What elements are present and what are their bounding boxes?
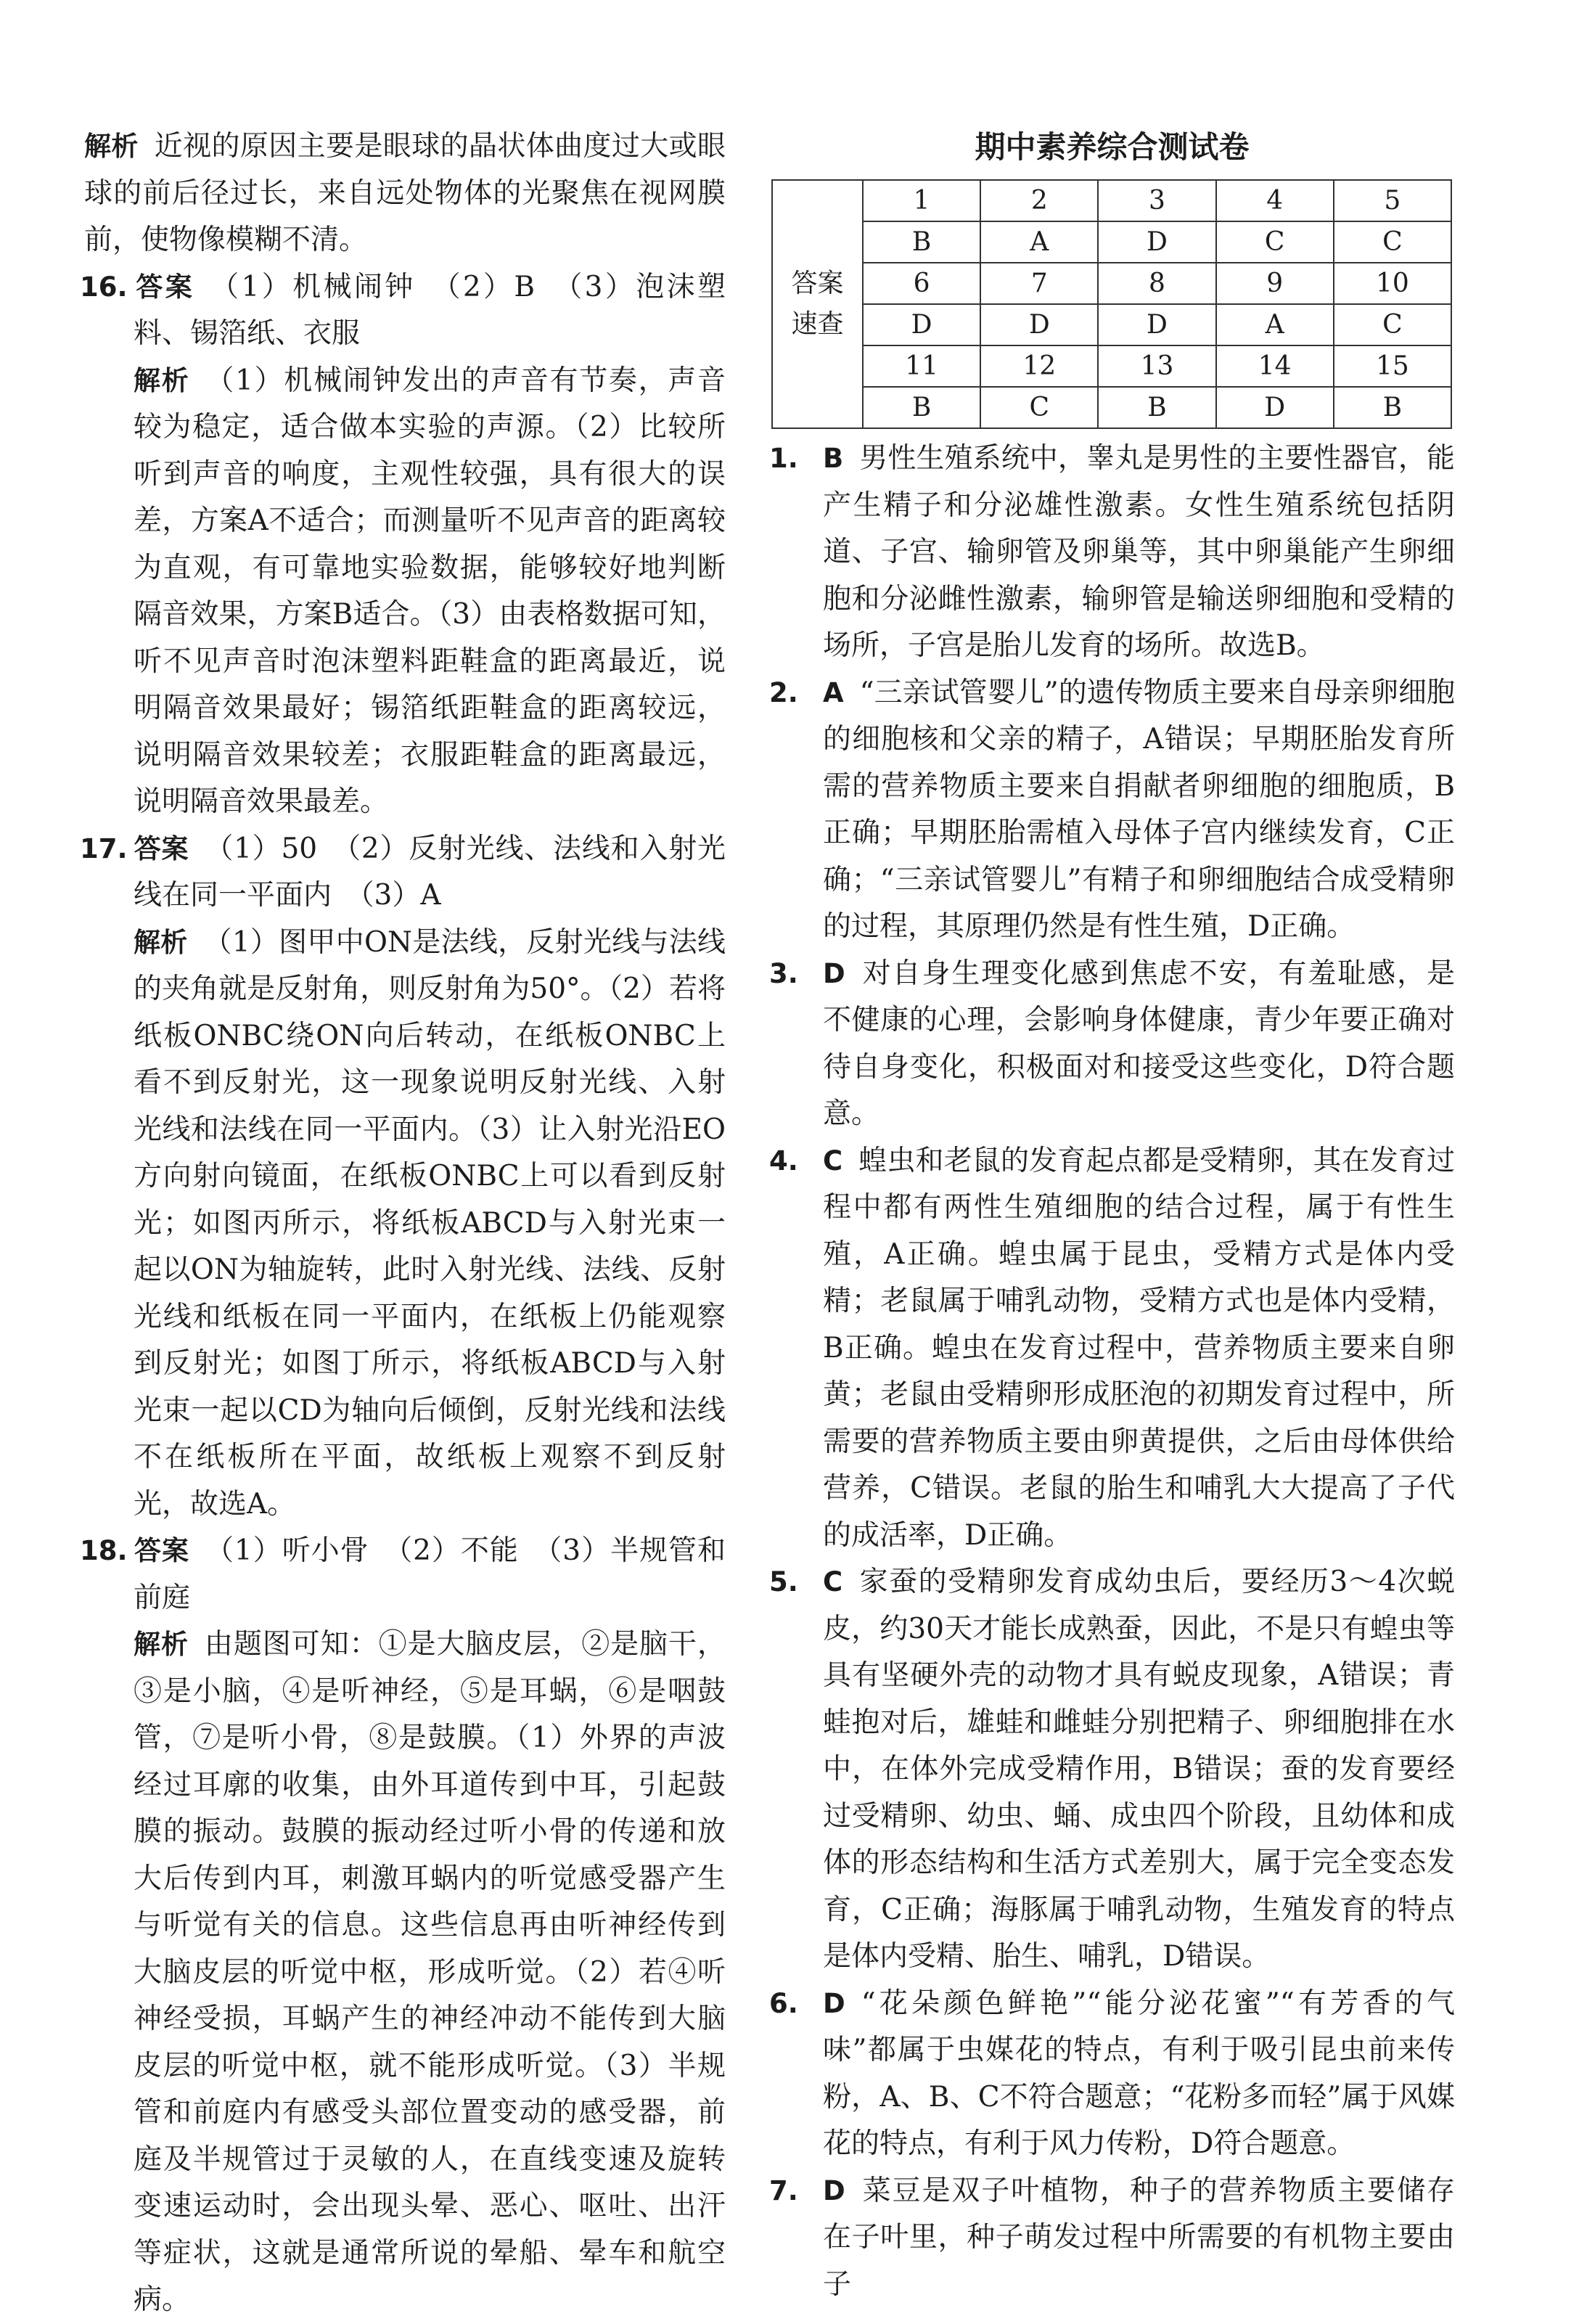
answer-label: 答案 xyxy=(134,1535,189,1566)
answer-text: （1）机械闹钟 （2）B （3）泡沫塑料、锡箔纸、衣服 xyxy=(134,270,726,350)
explanation-label: 解析 xyxy=(134,926,188,958)
explanation-label: 解析 xyxy=(84,131,139,162)
table-cell: 8 xyxy=(1098,263,1215,304)
q16-answer xyxy=(80,264,726,358)
item-4 xyxy=(769,1138,1455,1560)
item-6 xyxy=(769,1981,1455,2168)
table-cell: 1 xyxy=(863,180,980,221)
table-cell: C xyxy=(980,387,1098,428)
table-cell: 11 xyxy=(863,345,980,387)
item-text: 蝗虫和老鼠的发育起点都是受精卵，其在发育过程中都有两性生殖细胞的结合过程，属于有性生殖，A正确。蝗虫属于昆虫，受精方式是体内受精；老鼠属于哺乳动物，受精方式也是体内受精，B正确。蝗虫在发育过程中，营养物质主要来自卵黄；老鼠由受精卵形成胚泡的初期发育过程中，所需要的营养物质主要由卵黄提供，之后由母体供给营养，C错误。老鼠的胎生和哺乳大大提高了子代的成活率，D正确。 xyxy=(823,1144,1455,1552)
table-cell: 6 xyxy=(863,263,980,304)
item-5 xyxy=(769,1559,1455,1981)
table-cell: 12 xyxy=(980,345,1098,387)
right-column xyxy=(769,435,1455,2308)
item-2 xyxy=(769,670,1455,951)
item-text: 男性生殖系统中，睾丸是男性的主要性器官，能产生精子和分泌雄性激素。女性生殖系统包括阴道、子宫、输卵管及卵巢等，其中卵巢能产生卵细胞和分泌雌性激素，输卵管是输送卵细胞和受精的场所，子宫是胎儿发育的场所。故选B。 xyxy=(823,442,1455,662)
answer-label: 答案 xyxy=(134,832,189,864)
table-cell: B xyxy=(863,387,980,428)
table-row xyxy=(772,387,1451,428)
table-cell: D xyxy=(1098,304,1215,345)
table-cell: 2 xyxy=(980,180,1098,221)
table-cell: C xyxy=(1334,221,1451,263)
table-cell: A xyxy=(1216,304,1334,345)
explanation-text: （1）图甲中ON是法线，反射光线与法线的夹角就是反射角，则反射角为50°。（2）若将纸板ONBC绕ON向后转动，在纸板ONBC上看不到反射光，这一现象说明反射光线、入射光线和法线在同一平面内。（3）让入射光沿EO方向射向镜面，在纸板ONBC上可以看到反射光；如图丙所示，将纸板ABCD与入射光束一起以ON为轴旋转，此时入射光线、法线、反射光线和纸板在同一平面内，在纸板上仍能观察到反射光；如图丁所示，将纸板ABCD与入射光束一起以CD为轴向后倾倒，反射光线和法线不在纸板所在平面，故纸板上观察不到反射光，故选A。 xyxy=(134,925,726,1521)
question-number: 18. xyxy=(80,1535,128,1566)
explanation-label: 解析 xyxy=(134,1629,189,1660)
item-number: 2. xyxy=(769,676,798,708)
explanation-text: 近视的原因主要是眼球的晶状体曲度过大或眼球的前后径过长，来自远处物体的光聚焦在视网膜前，使物像模糊不清。 xyxy=(84,130,726,256)
table-cell: A xyxy=(980,221,1098,263)
table-cell: D xyxy=(980,304,1098,345)
item-7 xyxy=(769,2168,1455,2309)
item-number: 3. xyxy=(769,957,798,989)
table-header-cell xyxy=(772,180,863,428)
table-row xyxy=(772,180,1451,221)
item-text: 家蚕的受精卵发育成幼虫后，要经历3～4次蜕皮，约30天才能长成熟蚕，因此，不是只有蝗虫等具有坚硬外壳的动物才具有蜕皮现象，A错误；青蛙抱对后，雄蛙和雌蛙分别把精子、卵细胞排在水中，在体外完成受精作用，B错误；蚕的发育要经过受精卵、幼虫、蛹、成虫四个阶段，且幼体和成体的形态结构和生活方式差别大，属于完全变态发育，C正确；海豚属于哺乳动物，生殖发育的特点是体内受精、胎生、哺乳，D错误。 xyxy=(823,1566,1455,1973)
item-number: 6. xyxy=(769,1987,798,2019)
section-title: 期中素养综合测试卷 xyxy=(975,129,1250,165)
table-label-line-1: 答案 xyxy=(791,269,844,298)
table-row xyxy=(772,263,1451,304)
table-cell: D xyxy=(1216,387,1334,428)
table-cell: B xyxy=(863,221,980,263)
item-answer: A xyxy=(823,676,844,708)
q17-explanation xyxy=(80,920,726,1529)
table-cell: 15 xyxy=(1334,345,1451,387)
item-answer: B xyxy=(823,443,844,474)
item-answer: D xyxy=(823,957,845,989)
table-cell: 5 xyxy=(1334,180,1451,221)
table-row xyxy=(772,221,1451,263)
table-cell: D xyxy=(1098,221,1215,263)
table-cell: 7 xyxy=(980,263,1098,304)
explanation-text: 由题图可知：①是大脑皮层，②是脑干，③是小脑，④是听神经，⑤是耳蜗，⑥是咽鼓管，⑦是听小骨，⑧是鼓膜。（1）外界的声波经过耳廓的收集，由外耳道传到中耳，引起鼓膜的振动。鼓膜的振动经过听小骨的传递和放大后传到内耳，刺激耳蜗内的听觉感受器产生与听觉有关的信息。这些信息再由听神经传到大脑皮层的听觉中枢，形成听觉。（2）若④听神经受损，耳蜗产生的神经冲动不能传到大脑皮层的听觉中枢，就不能形成听觉。（3）半规管和前庭内有感受头部位置变动的感受器，前庭及半规管过于灵敏的人，在直线变速及旋转变速运动时，会出现头晕、恶心、呕吐、出汗等症状，这就是通常所说的晕船、晕车和航空病。 xyxy=(134,1628,726,2316)
table-row xyxy=(772,304,1451,345)
table-cell: C xyxy=(1334,304,1451,345)
item-number: 7. xyxy=(769,2174,798,2206)
q16-explanation xyxy=(80,358,726,826)
q15-explanation xyxy=(80,123,726,264)
answer-text: （1）听小骨 （2）不能 （3）半规管和前庭 xyxy=(134,1534,726,1614)
q18-explanation xyxy=(80,1621,726,2324)
item-number: 5. xyxy=(769,1566,798,1597)
q18-answer xyxy=(80,1528,726,1621)
table-row xyxy=(772,345,1451,387)
item-number: 1. xyxy=(769,443,798,474)
table-cell: B xyxy=(1098,387,1215,428)
answer-quick-check-table xyxy=(771,179,1452,429)
table-cell: 9 xyxy=(1216,263,1334,304)
item-answer: D xyxy=(823,1987,845,2019)
item-number: 4. xyxy=(769,1145,798,1177)
table-cell: 13 xyxy=(1098,345,1215,387)
item-1 xyxy=(769,435,1455,670)
item-text: 菜豆是双子叶植物，种子的营养物质主要储存在子叶里，种子萌发过程中所需要的有机物主要由子 xyxy=(823,2174,1455,2301)
explanation-text: （1）机械闹钟发出的声音有节奏，声音较为稳定，适合做本实验的声源。（2）比较所听到声音的响度，主观性较强，具有很大的误差，方案A不适合；而测量听不见声音的距离较为直观，有可靠地实验数据，能够较好地判断隔音效果，方案B适合。（3）由表格数据可知，听不见声音时泡沫塑料距鞋盒的距离最近，说明隔音效果最好；锡箔纸距鞋盒的距离较远，说明隔音效果较差；衣服距鞋盒的距离最远，说明隔音效果最差。 xyxy=(134,364,726,818)
table-cell: C xyxy=(1216,221,1334,263)
table-label-line-2: 速查 xyxy=(791,309,844,339)
table-cell: 14 xyxy=(1216,345,1334,387)
table-cell: B xyxy=(1334,387,1451,428)
item-answer: D xyxy=(823,2174,845,2206)
item-text: “花朵颜色鲜艳”“能分泌花蜜”“有芳香的气味”都属于虫媒花的特点，有利于吸引昆虫前来传粉，A、B、C不符合题意；“花粉多而轻”属于风媒花的特点，有利于风力传粉，D符合题意。 xyxy=(823,1987,1455,2160)
item-answer: C xyxy=(823,1566,843,1597)
item-answer: C xyxy=(823,1145,843,1177)
question-number: 16. xyxy=(80,271,128,303)
item-text: “三亲试管婴儿”的遗传物质主要来自母亲卵细胞的细胞核和父亲的精子，A错误；早期胚胎发育所需的营养物质主要来自捐献者卵细胞的细胞质，B正确；早期胚胎需植入母体子宫内继续发育，C正确；“三亲试管婴儿”有精子和卵细胞结合成受精卵的过程，其原理仍然是有性生殖，D正确。 xyxy=(823,676,1455,943)
left-column xyxy=(80,123,726,2324)
table-cell: 4 xyxy=(1216,180,1334,221)
question-number: 17. xyxy=(80,832,128,864)
table-cell: D xyxy=(863,304,980,345)
table-cell: 10 xyxy=(1334,263,1451,304)
answer-text: （1）50 （2）反射光线、法线和入射光线在同一平面内 （3）A xyxy=(134,832,726,912)
item-text: 对自身生理变化感到焦虑不安，有羞耻感，是不健康的心理，会影响身体健康，青少年要正确对待自身变化，积极面对和接受这些变化，D符合题意。 xyxy=(823,957,1455,1130)
explanation-label: 解析 xyxy=(134,364,190,396)
table-cell: 3 xyxy=(1098,180,1215,221)
answer-label: 答案 xyxy=(134,271,195,303)
q17-answer xyxy=(80,826,726,920)
item-3 xyxy=(769,951,1455,1138)
